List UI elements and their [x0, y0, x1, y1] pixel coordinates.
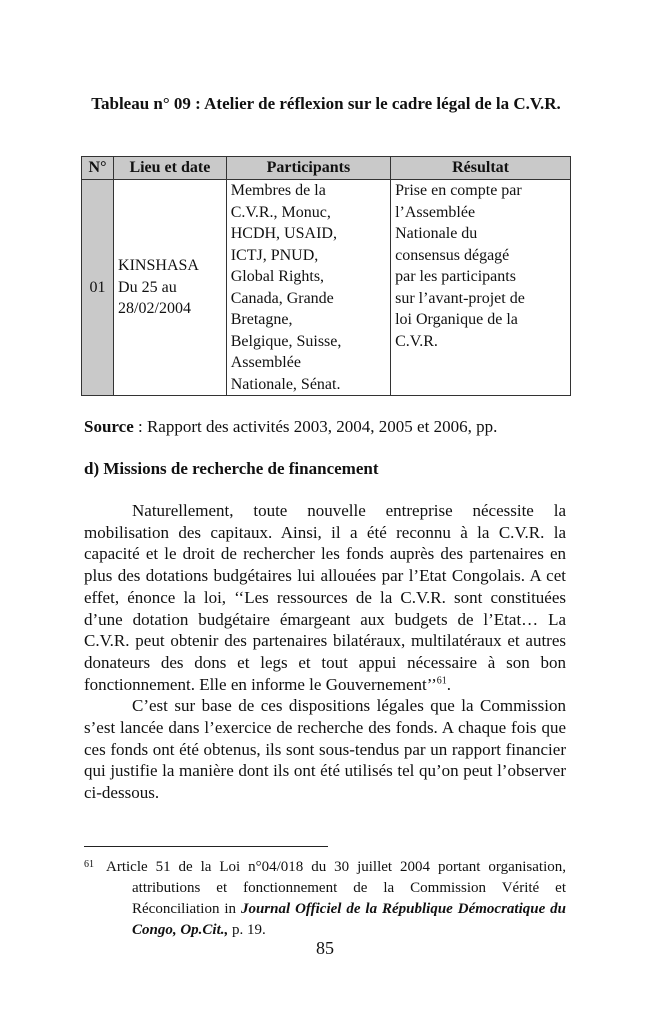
- page-number: 85: [316, 938, 334, 958]
- resultat-line: Nationale du: [395, 225, 478, 242]
- source-line: [84, 417, 497, 437]
- row-number: 01: [82, 180, 114, 396]
- table-title: Tableau n° 09 : Atelier de réflexion sur le cadre légal de la C.V.R.: [91, 94, 561, 113]
- participants-line: Membres de la: [230, 182, 326, 199]
- paragraph-1-end: .: [446, 674, 452, 694]
- paragraph-1-text: Naturellement, toute nouvelle entreprise nécessite la mobilisation des capitaux. Ainsi, il a été reconnu à la C.V.R. la capacité et le droit de rechercher les fonds auprès des partenaires en plus des dotations budgétaires lui allouées par l’Etat Congolais. A cet effet, énonce la loi, ‘‘Les ressources de la C.V.R. sont constituées d’une dotation budgétaire émargeant aux budgets de l’Etat… La C.V.R. peut obtenir des partenaires bilatéraux, multilatéraux et autres donateurs des dons et legs et tout appui nécessaire à son bon fonctionnement. Elle en informe le Gouvernement’’: [84, 501, 566, 694]
- paragraph: C’est sur base de ces dispositions légales que la Commission s’est lancée dans l’exercice de recherche des fonds. A chaque fois que ces fonds ont été obtenus, ils sont sous-tendus par un rapport financier qui justifie la manière dont ils ont été utilisés tel qu’on peut l’observer ci-dessous.: [84, 696, 566, 803]
- source-text: : Rapport des activités 2003, 2004, 2005 et 2006, pp.: [133, 417, 498, 436]
- participants-line: Canada, Grande: [230, 289, 334, 307]
- lieu-line: Du 25 au: [118, 278, 177, 296]
- participants-line: ICTJ, PNUD,: [230, 246, 319, 264]
- footnote-journal: Journal Officiel de la République Démocratique du Congo, Op.Cit.,: [132, 901, 566, 938]
- participants-table: [81, 156, 571, 396]
- resultat-line: Prise en compte par: [395, 182, 522, 199]
- participants-line: Assemblée: [230, 354, 301, 371]
- footnote-divider: [84, 846, 328, 847]
- row-participants: [226, 180, 390, 396]
- resultat-line: sur l’avant-projet de: [395, 289, 525, 307]
- resultat-line: consensus dégagé: [395, 246, 510, 264]
- paragraph: [84, 500, 566, 695]
- footnote-ref: 61: [436, 674, 447, 686]
- resultat-line: loi Organique de la: [395, 311, 518, 328]
- row-lieu: [114, 180, 227, 396]
- header-num: N°: [82, 157, 114, 180]
- participants-line: Nationale, Sénat.: [230, 375, 341, 393]
- footnote-number: 61: [84, 859, 94, 870]
- table-header-row: [82, 157, 571, 180]
- lieu-line: KINSHASA: [118, 257, 199, 275]
- lieu-line: 28/02/2004: [118, 300, 191, 318]
- section-heading: d) Missions de recherche de financement: [84, 459, 379, 478]
- header-participants: Participants: [226, 157, 390, 180]
- footnote: [84, 857, 566, 941]
- participants-line: Bretagne,: [230, 311, 293, 328]
- resultat-line: C.V.R.: [395, 332, 438, 350]
- participants-line: Global Rights,: [230, 268, 325, 285]
- footnote-text: [84, 857, 566, 941]
- source-label: Source: [84, 417, 134, 436]
- participants-line: Belgique, Suisse,: [230, 332, 342, 350]
- body-text: [84, 500, 566, 804]
- resultat-line: par les participants: [395, 268, 516, 285]
- footnote-body: Article 51 de la Loi n°04/018 du 30 juillet 2004 portant organisation, attributions et fonctionnement de la Commission Vérité et Réconciliation in: [106, 859, 566, 917]
- participants-line: C.V.R., Monuc,: [230, 203, 331, 221]
- resultat-line: l’Assemblée: [395, 203, 476, 221]
- table-row: [82, 180, 571, 396]
- row-resultat: [391, 180, 571, 396]
- header-lieu: Lieu et date: [114, 157, 227, 180]
- footnote-end: p. 19.: [228, 922, 266, 938]
- participants-line: HCDH, USAID,: [230, 225, 337, 242]
- header-resultat: Résultat: [391, 157, 571, 180]
